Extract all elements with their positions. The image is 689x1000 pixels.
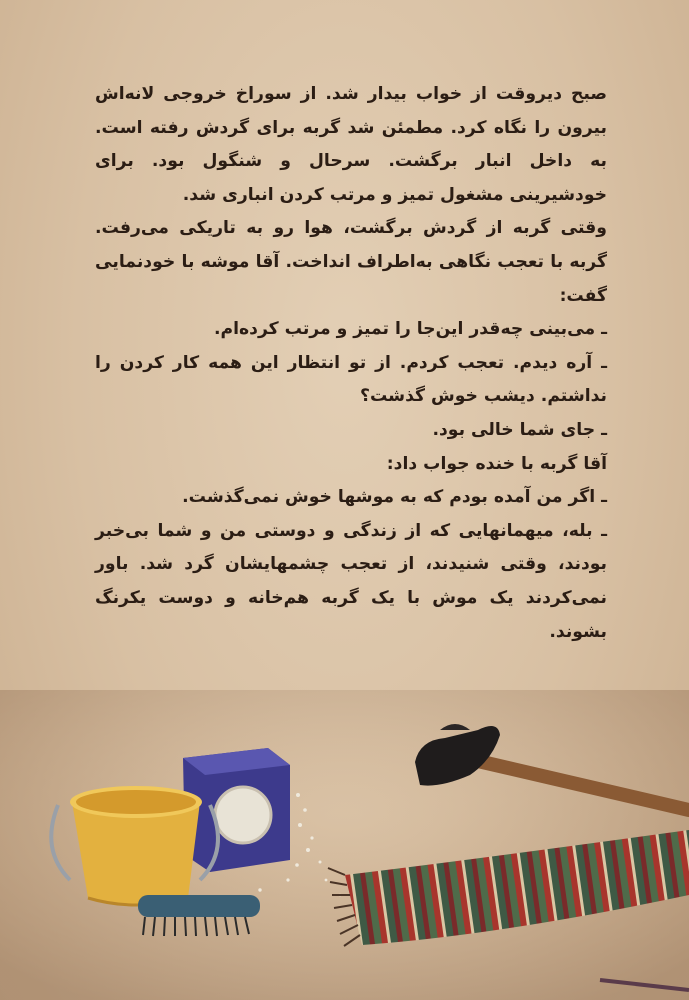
paragraph-2: وقتی گربه از گردش برگشت، هوا رو به تاریکی می‌رفت. گربه با تعجب نگاهی به‌اطراف انداخت. آقا موشه با خودنمایی گفت:: [95, 218, 607, 306]
paragraph-1: صبح دیروقت از خواب بیدار شد. از سوراخ خروجی لانه‌اش بیرون را نگاه کرد. مطمئن شد گربه برای گردش رفته است. به داخل انبار برگشت. سرحال و شنگول بود. برای خودشیرینی مشغول تمیز و مرتب کردن انباری شد.: [95, 84, 607, 205]
story-text: [95, 78, 607, 649]
soap-box-icon: [183, 748, 290, 872]
dialogue-line-5: ـ بله، میهمانهایی که از زندگی و دوستی من و شما بی‌خبر بودند، وقتی شنیدند، از تعجب چشمهایشان گرد شد. باور نمی‌کردند یک موش با یک گربه هم‌خانه و دوست یکرنگ بشوند.: [95, 520, 607, 642]
narration-line: آقا گربه با خنده جواب داد:: [386, 453, 607, 474]
illustration: [0, 690, 689, 1000]
dialogue-line-2: ـ آره دیدم. تعجب کردم. از تو انتظار این همه کار کردن را نداشتم. دیشب خوش گذشت؟: [95, 352, 607, 407]
dialogue-line-1: ـ می‌بینی چه‌قدر این‌جا را تمیز و مرتب کرده‌ام.: [214, 319, 607, 340]
dialogue-line-4: ـ اگر من آمده بودم که به موشها خوش نمی‌گذشت.: [182, 487, 607, 508]
dialogue-line-3: ـ جای شما خالی بود.: [432, 419, 607, 440]
